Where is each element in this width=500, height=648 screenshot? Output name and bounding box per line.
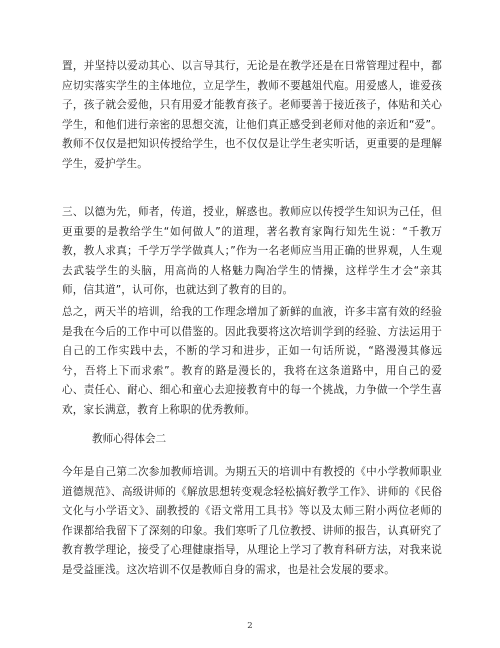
paragraph-second-training: 今年是自己第二次参加教师培训。为期五天的培训中有教授的《中小学教师职业道德规范》、高级讲师的《解放思想转变观念轻松搞好教学工作》、讲师的《民俗文化与小学语文》、副教授的《语文常用工具书》等以及太师三附小两位老师的作课都给我留下了深刻的印象。我们寒听了几位教授、讲师的报告，认真研究了教育教学理论，接受了心理健康指导，从理论上学习了教育科研方法，对我来说是受益匪浅。这次培训不仅是教师自身的需求，也是社会发展的要求。 — [62, 466, 442, 576]
paragraph-morality-first: 三、以德为先，师者，传道，授业，解惑也。教师应以传授学生知识为己任，但更重要的是教给学生“如何做人”的道理，著名教育家陶行知先生说：“千教万教，教人求真；千学万学学做真人；”作为一名老师应当用正确的世界观，人生观去武装学生的头脑，用高尚的人格魅力陶冶学生的情操，这样学生才会“亲其师，信其道”，认可你，也就达到了教育的目的。 — [62, 206, 442, 296]
page-number: 2 — [247, 621, 253, 631]
paragraph-summary: 总之，两天半的培训，给我的工作理念增加了新鲜的血液，许多丰富有效的经验是我在今后的工作中可以借鉴的。因此我要将这次培训学到的经验、方法运用于自己的工作实践中去，不断的学习和进步，正如一句话所说，“路漫漫其修远兮，吾将上下而求索”。教育的路是漫长的，我将在这条道路中，用自己的爱心、责任心、耐心、细心和童心去迎接教育中的每一个挑战，力争做一个学生喜欢，家长满意，教育上称职的优秀教师。 — [62, 306, 442, 416]
section-heading: 教师心得体会二 — [92, 433, 167, 445]
paragraph-love-students: 置，并坚持以爱动其心、以言导其行，无论是在教学还是在日常管理过程中，都应切实落实学生的主体地位，立足学生，教师不要越俎代庖。用爱感人，谁爱孩子，孩子就会爱他，只有用爱才能教育孩子。老师要善于接近孩子，体贴和关心学生，和他们进行亲密的思想交流，让他们真正感受到老师对他的亲近和“爱”。教师不仅仅是把知识传授给学生，也不仅仅是让学生老实听话，更重要的是理解学生，爱护学生。 — [62, 60, 442, 170]
